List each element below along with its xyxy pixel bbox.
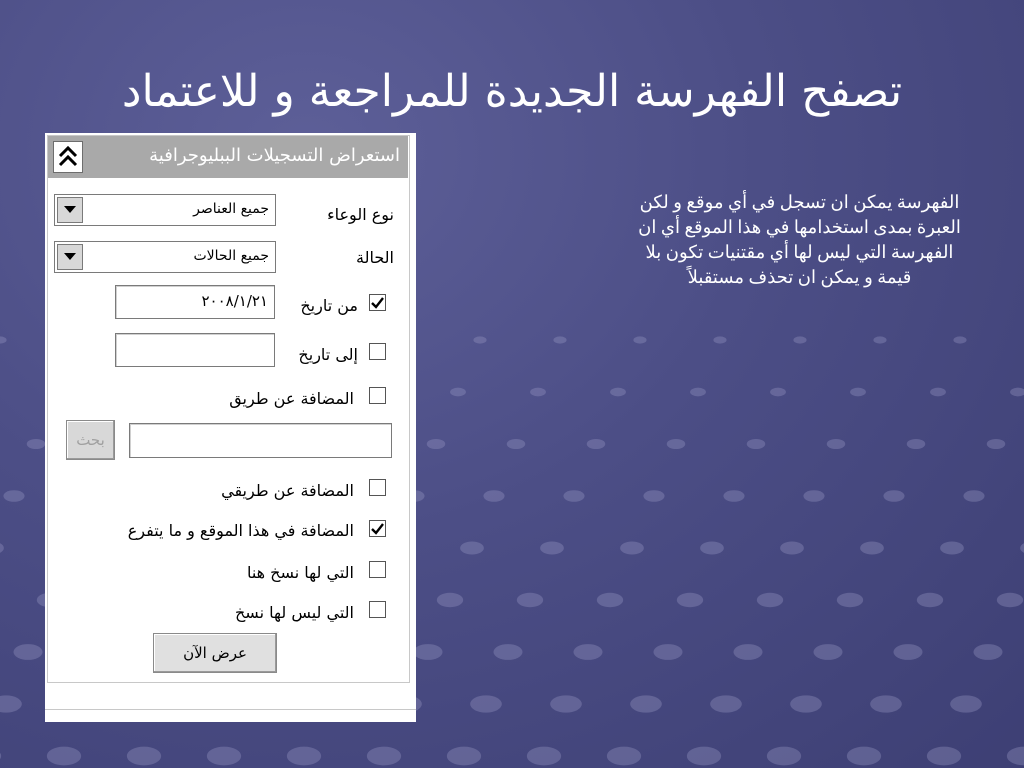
from-date-label: من تاريخ	[300, 296, 358, 315]
background-dot	[767, 747, 801, 766]
no-copies-checkbox[interactable]	[369, 601, 386, 618]
body-line: الفهرسة التي ليس لها أي مقتنيات تكون بلا	[645, 242, 954, 262]
background-dot	[973, 644, 1002, 660]
background-dot	[953, 336, 966, 343]
show-now-button[interactable]: عرض الآن	[153, 633, 277, 673]
background-dot	[930, 388, 946, 397]
added-by-search-input[interactable]	[129, 423, 392, 458]
background-dot	[803, 490, 824, 502]
background-dot	[550, 695, 582, 712]
background-dot	[837, 593, 863, 607]
from-date-input[interactable]	[115, 285, 275, 319]
search-button[interactable]: بحث	[66, 420, 115, 460]
background-dot	[713, 336, 726, 343]
background-dot	[367, 747, 401, 766]
background-dot	[620, 542, 644, 555]
background-dot	[450, 388, 466, 397]
background-dot	[413, 644, 442, 660]
status-label: الحالة	[356, 248, 394, 267]
chevron-down-icon[interactable]	[57, 197, 83, 223]
background-dot	[793, 336, 806, 343]
background-dot	[427, 439, 445, 449]
background-dot	[507, 439, 525, 449]
background-dot	[460, 542, 484, 555]
background-dot	[437, 593, 463, 607]
background-dot	[1007, 747, 1024, 766]
background-dot	[287, 747, 321, 766]
background-dot	[963, 490, 984, 502]
added-by-me-checkbox[interactable]	[369, 479, 386, 496]
media-type-select[interactable]	[54, 194, 276, 226]
body-line: العبرة بمدى استخدامها في هذا الموقع أي ان	[638, 217, 961, 237]
background-dot	[1010, 388, 1024, 397]
background-dot	[0, 542, 4, 555]
background-dot	[540, 542, 564, 555]
background-dot	[687, 747, 721, 766]
background-dot	[553, 336, 566, 343]
background-dot	[847, 747, 881, 766]
background-dot	[700, 542, 724, 555]
added-here-checkbox[interactable]	[369, 520, 386, 537]
panel-divider	[45, 709, 416, 710]
panel-header	[48, 136, 408, 178]
from-date-checkbox[interactable]	[369, 294, 386, 311]
status-select[interactable]	[54, 241, 276, 273]
background-dot	[470, 695, 502, 712]
background-dot	[917, 593, 943, 607]
background-dot	[27, 439, 45, 449]
from-date-value: ٢٠٠٨/١/٢١	[201, 292, 268, 310]
body-line: قيمة و يمكن ان تحذف مستقبلاً	[687, 267, 912, 287]
background-dot	[493, 644, 522, 660]
background-dot	[710, 695, 742, 712]
background-dot	[723, 490, 744, 502]
background-dot	[677, 593, 703, 607]
background-dot	[47, 747, 81, 766]
background-dot	[907, 439, 925, 449]
media-type-label: نوع الوعاء	[327, 205, 394, 224]
slide-title: تصفح الفهرسة الجديدة للمراجعة و للاعتماد	[121, 66, 903, 117]
background-dot	[527, 747, 561, 766]
background-dot	[597, 593, 623, 607]
body-line: الفهرسة يمكن ان تسجل في أي موقع و لكن	[639, 192, 960, 212]
background-dot	[987, 439, 1005, 449]
background-dot	[997, 593, 1023, 607]
background-dot	[940, 542, 964, 555]
background-dot	[483, 490, 504, 502]
background-dot	[883, 490, 904, 502]
background-dot	[587, 439, 605, 449]
has-copies-here-checkbox[interactable]	[369, 561, 386, 578]
background-dot	[607, 747, 641, 766]
background-dot	[927, 747, 961, 766]
background-dot	[643, 490, 664, 502]
background-dot	[873, 336, 886, 343]
background-dot	[850, 388, 866, 397]
to-date-input[interactable]	[115, 333, 275, 367]
added-by-label: المضافة عن طريق	[229, 389, 354, 408]
background-dot	[127, 747, 161, 766]
to-date-label: إلى تاريخ	[298, 345, 358, 364]
background-dot	[893, 644, 922, 660]
added-by-checkbox[interactable]	[369, 387, 386, 404]
background-dot	[0, 695, 22, 712]
background-dot	[950, 695, 982, 712]
background-dot	[633, 336, 646, 343]
background-dot	[780, 542, 804, 555]
background-dot	[1020, 542, 1024, 555]
background-dot	[870, 695, 902, 712]
background-dot	[757, 593, 783, 607]
chevron-down-icon[interactable]	[57, 244, 83, 270]
background-dot	[530, 388, 546, 397]
background-dot	[207, 747, 241, 766]
background-dot	[747, 439, 765, 449]
panel-title: استعراض التسجيلات الببليوجرافية	[149, 145, 400, 166]
background-dot	[473, 336, 486, 343]
background-dot	[0, 747, 1, 766]
browse-records-panel	[45, 133, 416, 722]
background-dot	[517, 593, 543, 607]
background-dot	[0, 336, 7, 343]
slide-body-text	[612, 190, 987, 290]
added-by-me-label: المضافة عن طريقي	[221, 481, 354, 500]
background-dot	[447, 747, 481, 766]
background-dot	[610, 388, 626, 397]
background-dot	[563, 490, 584, 502]
background-dot	[733, 644, 762, 660]
background-dot	[770, 388, 786, 397]
background-dot	[653, 644, 682, 660]
background-dot	[13, 644, 42, 660]
background-dot	[827, 439, 845, 449]
double-chevron-up-icon[interactable]	[53, 141, 83, 173]
no-copies-label: التي ليس لها نسخ	[234, 603, 354, 622]
background-dot	[630, 695, 662, 712]
background-dot	[790, 695, 822, 712]
background-dot	[690, 388, 706, 397]
has-copies-here-label: التي لها نسخ هنا	[246, 563, 354, 582]
background-dot	[667, 439, 685, 449]
background-dot	[860, 542, 884, 555]
background-dot	[813, 644, 842, 660]
to-date-checkbox[interactable]	[369, 343, 386, 360]
status-value: جميع الحالات	[193, 248, 269, 264]
background-dot	[3, 490, 24, 502]
background-dot	[573, 644, 602, 660]
media-type-value: جميع العناصر	[193, 201, 269, 217]
added-here-label: المضافة في هذا الموقع و ما يتفرع	[127, 521, 354, 540]
